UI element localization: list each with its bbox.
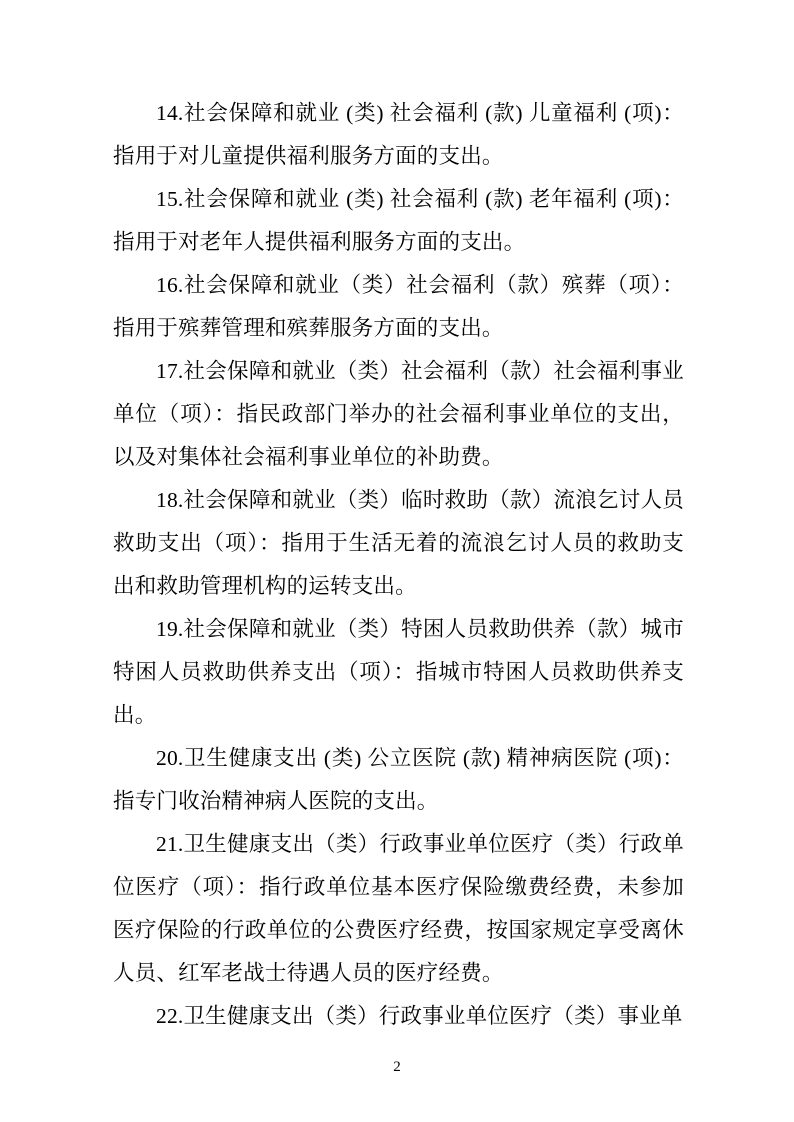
paragraph: 14.社会保障和就业 (类) 社会福利 (款) 儿童福利 (项)：指用于对儿童提供福利服务方面的支出。 [113,101,684,168]
paragraph: 20.卫生健康支出 (类) 公立医院 (款) 精神病医院 (项)：指专门收治精神病人医院的支出。 [113,746,684,813]
paragraph: 22.卫生健康支出（类）行政事业单位医疗（类）事业单 [156,1004,683,1028]
paragraph: 15.社会保障和就业 (类) 社会福利 (款) 老年福利 (项)：指用于对老年人提供福利服务方面的支出。 [113,187,684,254]
paragraph: 16.社会保障和就业（类）社会福利（款）殡葬（项）：指用于殡葬管理和殡葬服务方面的支出。 [113,273,684,340]
document-body [113,92,684,1038]
paragraph: 21.卫生健康支出（类）行政事业单位医疗（类）行政单位医疗（项）：指行政单位基本医疗保险缴费经费，未参加医疗保险的行政单位的公费医疗经费，按国家规定享受离休人员、红军老战士待遇人员的医疗经费。 [113,832,684,985]
paragraph: 18.社会保障和就业（类）临时救助（款）流浪乞讨人员救助支出（项）：指用于生活无着的流浪乞讨人员的救助支出和救助管理机构的运转支出。 [113,488,684,598]
paragraph: 19.社会保障和就业（类）特困人员救助供养（款）城市特困人员救助供养支出（项）：指城市特困人员救助供养支出。 [113,617,684,727]
page-number: 2 [393,1059,401,1075]
paragraph: 17.社会保障和就业（类）社会福利（款）社会福利事业单位（项）：指民政部门举办的社会福利事业单位的支出，以及对集体社会福利事业单位的补助费。 [113,359,684,469]
